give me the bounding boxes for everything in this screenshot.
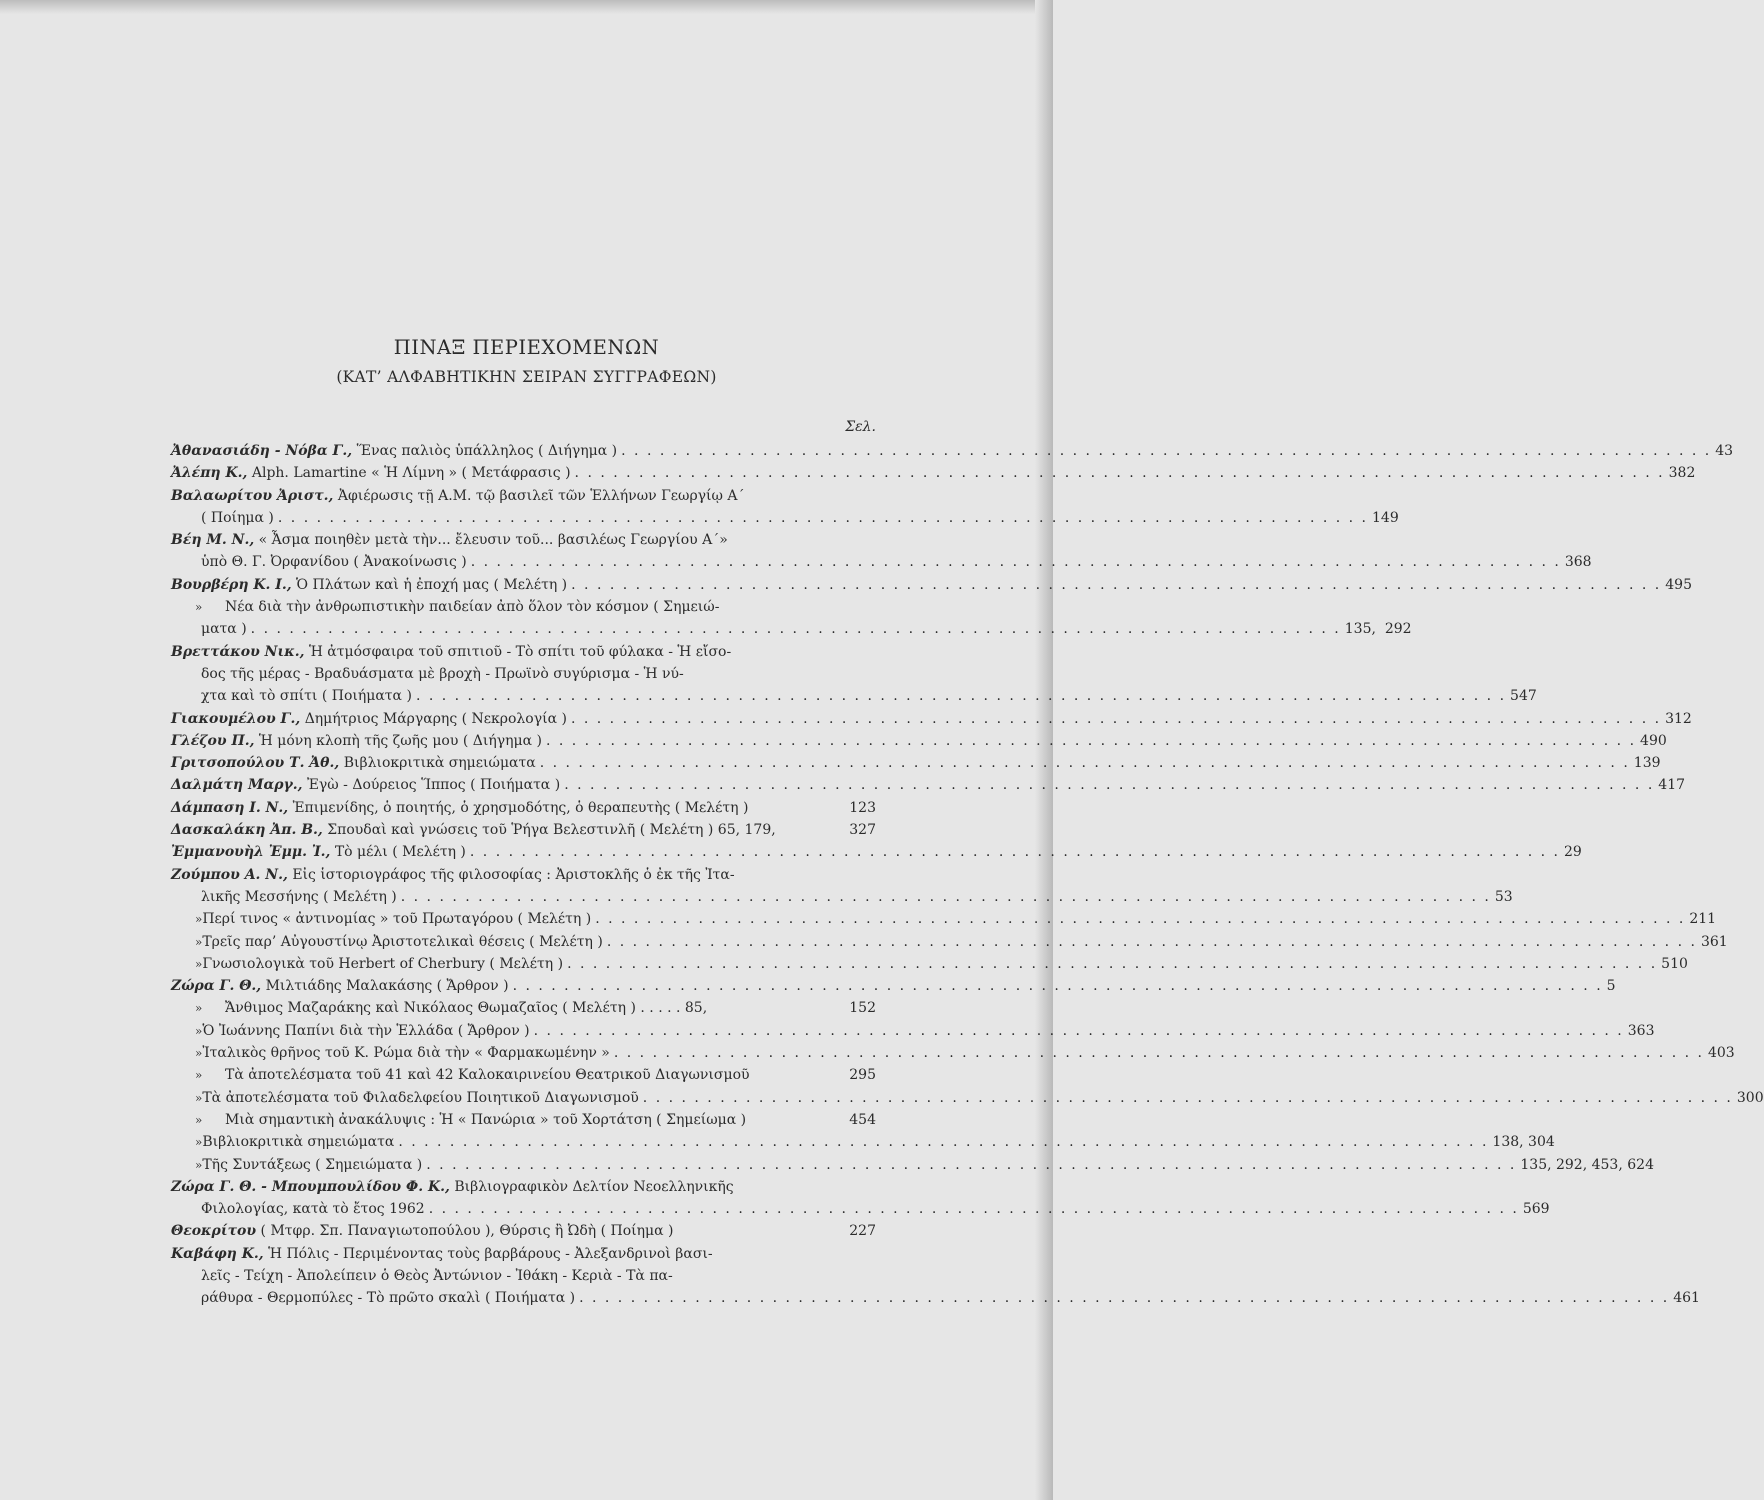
dot-leader (470, 841, 1560, 863)
toc-entry (171, 1220, 876, 1242)
toc-line (171, 529, 876, 551)
entry-page: 363 (1627, 1022, 1655, 1039)
toc-line (171, 1064, 876, 1086)
toc-entry (171, 462, 1696, 484)
dot-leader (398, 1131, 1488, 1153)
entry-author: Βαλαωρίτου Ἀριστ., (171, 487, 334, 504)
entry-page: 327 (849, 822, 876, 839)
entry-page: 292 (1384, 621, 1412, 638)
toc-entry (171, 1087, 1764, 1109)
entry-title-cont: ματα ) (201, 621, 247, 638)
ditto-mark: » (195, 1068, 203, 1083)
toc-entry (171, 819, 876, 841)
entry-author: Ἐμμανουὴλ Ἐμμ. Ἰ., (171, 844, 331, 861)
entry-title: Ἡ ἀτμόσφαιρα τοῦ σπιτιοῦ - Τὸ σπίτι τοῦ φύλακα - Ἡ εἴσο- (308, 643, 732, 660)
toc-entry (171, 708, 1692, 730)
toc-entry (171, 975, 1616, 997)
dot-leader (416, 685, 1506, 707)
toc-line (171, 1087, 1764, 1109)
toc-line (171, 485, 876, 507)
entry-title: Ἀφιέρωσις τῇ Α.Μ. τῷ βασιλεῖ τῶν Ἑλλήνων Γεωργίῳ Α΄ (337, 487, 745, 504)
page-prefix: 138, (1492, 1134, 1529, 1151)
entry-title-cont: χτα καὶ τὸ σπίτι ( Ποιήματα ) (201, 688, 412, 705)
toc-line (171, 886, 1513, 908)
entry-page: 123 (849, 799, 876, 816)
toc-line (171, 819, 876, 841)
entry-title: Τρεῖς παρ’ Αὐγουστίνῳ Ἀριστοτελικαὶ θέσεις ( Μελέτη ) (202, 933, 603, 950)
entry-author: Ζώρα Γ. Θ. - Μπουμπουλίδου Φ. Κ., (171, 1178, 450, 1195)
entry-title: Ἐγὼ - Δούρειος Ἵππος ( Ποιήματα ) (306, 777, 561, 794)
toc-entry (171, 1154, 1654, 1176)
entry-title: Τῆς Συντάξεως ( Σημειώματα ) (202, 1156, 423, 1173)
entry-author: Γιακουμέλου Γ., (171, 710, 301, 727)
entry-page: 53 (1494, 888, 1513, 905)
entry-title: Βιβλιογραφικὸν Δελτίον Νεοελληνικῆς (454, 1178, 734, 1195)
toc-entry (171, 1176, 1550, 1221)
toc-line (171, 752, 1661, 774)
ditto-mark: » (195, 934, 203, 949)
page-prefix: 135, (1344, 621, 1385, 638)
toc-line (171, 440, 1734, 462)
toc-line (171, 997, 876, 1019)
entry-page: 29 (1564, 844, 1582, 861)
toc-entry (171, 953, 1688, 975)
dot-leader (614, 1042, 1704, 1064)
entry-page: 152 (849, 1000, 876, 1017)
toc-entry (171, 485, 1399, 530)
dot-leader (540, 752, 1630, 774)
dot-leader (571, 708, 1661, 730)
dot-leader (546, 730, 1636, 752)
toc-line (171, 641, 876, 663)
page-title: ΠΙΝΑΞ ΠΕΡΙΕΧΟΜΕΝΩΝ (393, 336, 660, 359)
entry-title: ( Μτφρ. Σπ. Παναγιωτοπούλου ), Θύρσις ἢ Ὠδὴ ( Ποίημα ) (260, 1223, 674, 1240)
ditto-mark: » (195, 1157, 203, 1172)
toc-line (171, 774, 1686, 796)
entry-author: Ἀθανασιάδη - Νόβα Γ., (171, 443, 353, 459)
entry-title: Ἡ Πόλις - Περιμένοντας τοὺς βαρβάρους - Ἀλεξανδρινοὶ βασι- (268, 1245, 713, 1262)
toc-line (171, 1131, 1555, 1153)
dot-leader (401, 886, 1491, 908)
entry-title: Μιλτιάδης Μαλακάσης ( Ἄρθρον ) (265, 978, 509, 995)
entry-title: Ὁ Ἰωάννης Παπίνι διὰ τὴν Ἑλλάδα ( Ἄρθρον ) (202, 1022, 530, 1039)
entry-author: Ἀλέπη Κ., (171, 465, 248, 482)
ditto-mark: » (195, 1001, 203, 1016)
toc-entry (171, 752, 1661, 774)
entry-title-cont: Φιλολογίας, κατὰ τὸ ἔτος 1962 (201, 1201, 425, 1218)
entry-title: Βιβλιοκριτικὰ σημειώματα (343, 755, 536, 772)
dot-leader (571, 574, 1661, 596)
ditto-mark: » (195, 1023, 203, 1038)
entry-author: Βουρβέρη Κ. Ι., (171, 576, 292, 593)
entry-title-cont: ( Ποίημα ) (201, 509, 274, 526)
entry-title: Εἰς ἱστοριογράφος τῆς φιλοσοφίας : Ἀριστοκλῆς ὁ ἐκ τῆς Ἰτα- (292, 866, 735, 883)
entry-title: « Ἆσμα ποιηθὲν μετὰ τὴν... ἔλευσιν τοῦ... βασιλέως Γεωργίου Α΄» (258, 532, 728, 549)
entry-title: Alph. Lamartine « Ἡ Λίμνη » ( Μετάφρασις ) (251, 465, 571, 482)
entry-author: Ζώρα Γ. Θ., (171, 978, 262, 995)
entry-page: 304 (1528, 1134, 1555, 1151)
ditto-mark: » (195, 956, 203, 971)
entry-page: 624 (1627, 1156, 1654, 1173)
entry-title-cont: λικῆς Μεσσήνης ( Μελέτη ) (201, 888, 397, 905)
entry-title-cont: λεῖς - Τείχη - Ἀπολείπειν ὁ Θεὸς Ἀντώνιον - Ἰθάκη - Κεριὰ - Τὰ πα- (201, 1267, 673, 1284)
entry-title: Γνωσιολογικὰ τοῦ Herbert of Cherbury ( Μελέτη ) (202, 955, 564, 972)
entry-title-cont: ράθυρα - Θερμοπύλες - Τὸ πρῶτο σκαλὶ ( Ποιήματα ) (201, 1290, 576, 1307)
entry-page: 361 (1700, 933, 1728, 950)
entry-title: Ἰταλικὸς θρῆνος τοῦ Κ. Ρώμα διὰ τὴν « Φαρμακωμένην » (202, 1045, 610, 1062)
entry-page: 43 (1715, 443, 1734, 459)
toc-entry (171, 730, 1667, 752)
toc-line (171, 1243, 876, 1265)
toc-line (171, 462, 1696, 484)
table-of-contents (171, 440, 1764, 1310)
ditto-mark: » (195, 1135, 203, 1150)
dot-leader (595, 908, 1685, 930)
entry-page: 495 (1665, 576, 1692, 593)
dot-leader (278, 507, 1368, 529)
entry-title: Ἐπιμενίδης, ὁ ποιητής, ὁ χρησμοδότης, ὁ θεραπευτὴς ( Μελέτη ) (292, 799, 749, 816)
entry-page: 295 (849, 1067, 876, 1084)
entry-page: 382 (1668, 465, 1696, 482)
entry-page: 149 (1372, 509, 1399, 526)
toc-line (171, 953, 1688, 975)
page-subtitle: (ΚΑΤ’ ΑΛΦΑΒΗΤΙΚΗΝ ΣΕΙΡΑΝ ΣΥΓΓΡΑΦΕΩΝ) (336, 368, 717, 386)
entry-page: 211 (1689, 911, 1717, 928)
toc-entry (171, 1131, 1555, 1153)
entry-page: 139 (1633, 755, 1661, 772)
scan-shadow-top (0, 0, 1053, 14)
toc-line (171, 551, 1592, 573)
entry-title: Σπουδαὶ καὶ γνώσεις τοῦ Ῥήγα Βελεστινλῆ ( Μελέτη ) 65, 179, (327, 822, 776, 839)
entry-title: Περί τινος « ἀντινομίας » τοῦ Πρωταγόρου ( Μελέτη ) (202, 911, 592, 928)
entry-page: 461 (1673, 1290, 1700, 1307)
toc-entry (171, 1020, 1655, 1042)
entry-title: Τὰ ἀποτελέσματα τοῦ 41 καὶ 42 Καλοκαιρινείου Θεατρικοῦ Διαγωνισμοῦ (225, 1067, 750, 1084)
entry-author: Δασκαλάκη Ἀπ. Β., (171, 822, 323, 839)
toc-entry (171, 1109, 876, 1131)
entry-page: 510 (1661, 955, 1688, 972)
entry-page: 300 (1736, 1089, 1764, 1106)
dot-leader (429, 1198, 1519, 1220)
entry-author: Γλέζου Π., (171, 732, 255, 749)
dot-leader (513, 975, 1603, 997)
toc-line (171, 1176, 876, 1198)
ditto-mark: » (195, 1112, 203, 1127)
toc-line (171, 574, 1692, 596)
entry-author: Δάμπαση Ι. Ν., (171, 799, 289, 816)
toc-line (171, 596, 876, 618)
dot-leader (567, 953, 1657, 975)
entry-author: Δαλμάτη Μαργ., (171, 777, 303, 794)
entry-author: Θεοκρίτου (171, 1223, 257, 1240)
toc-line (171, 1109, 876, 1131)
entry-page: 368 (1564, 554, 1592, 571)
toc-line (171, 1020, 1655, 1042)
entry-page: 227 (849, 1223, 876, 1240)
page-column-header: Σελ. (845, 419, 876, 435)
entry-title: Δημήτριος Μάργαρης ( Νεκρολογία ) (304, 710, 567, 727)
ditto-mark: » (195, 1046, 203, 1061)
toc-entry (171, 864, 1513, 909)
entry-title: Βιβλιοκριτικὰ σημειώματα (202, 1134, 395, 1151)
toc-entry (171, 574, 1692, 596)
toc-line (171, 1287, 1700, 1309)
dot-leader (534, 1020, 1624, 1042)
entry-title: Ὁ Πλάτων καὶ ἡ ἐποχή μας ( Μελέτη ) (296, 576, 568, 593)
toc-line (171, 618, 1412, 640)
toc-line (171, 663, 876, 685)
entry-author: Ζούμπου Α. Ν., (171, 866, 288, 883)
entry-title: Νέα διὰ τὴν ἀνθρωπιστικὴν παιδείαν ἀπὸ ὅλον τὸν κόσμον ( Σημειώ- (225, 599, 720, 616)
toc-line (171, 708, 1692, 730)
toc-line (171, 797, 876, 819)
entry-page: 312 (1665, 710, 1692, 727)
entry-title: Ἡ μόνη κλοπὴ τῆς ζωῆς μου ( Διήγημα ) (258, 732, 542, 749)
toc-line (171, 1220, 876, 1242)
dot-leader (643, 1087, 1733, 1109)
toc-entry (171, 641, 1537, 708)
toc-entry (171, 908, 1717, 930)
toc-line (171, 864, 876, 886)
dot-leader (426, 1154, 1516, 1176)
entry-page: 454 (849, 1111, 876, 1128)
entry-page: 403 (1707, 1045, 1735, 1062)
toc-entry (171, 1243, 1700, 1310)
toc-line (171, 1154, 1654, 1176)
entry-page: 569 (1522, 1201, 1550, 1218)
toc-line (171, 841, 1582, 863)
entry-title: Ἕνας παλιὸς ὑπάλληλος ( Διήγημα ) (356, 443, 618, 459)
toc-line (171, 931, 1728, 953)
toc-entry (171, 797, 876, 819)
toc-entry (171, 841, 1582, 863)
entry-author: Βρεττάκου Νικ., (171, 643, 305, 660)
toc-entry (171, 1042, 1735, 1064)
toc-entry (171, 997, 876, 1019)
entry-page: 547 (1510, 688, 1537, 705)
ditto-mark: » (195, 600, 203, 615)
entry-author: Βέη Μ. Ν., (171, 532, 255, 549)
dot-leader (621, 440, 1711, 462)
dot-leader (471, 551, 1561, 573)
dot-leader (607, 931, 1697, 953)
toc-entry (171, 931, 1728, 953)
toc-line (171, 1198, 1550, 1220)
toc-line (171, 1042, 1735, 1064)
toc-entry (171, 596, 1412, 641)
entry-title: Ἄνθιμος Μαζαράκης καὶ Νικόλαος Θωμαζαῖος ( Μελέτη ) . . . . . 85, (225, 1000, 708, 1017)
toc-line (171, 1265, 876, 1287)
entry-page: 417 (1658, 777, 1686, 794)
entry-title-cont: ὑπὸ Θ. Γ. Ὀρφανίδου ( Ἀνακοίνωσις ) (201, 554, 467, 571)
dot-leader (251, 618, 1341, 640)
dot-leader (579, 1287, 1669, 1309)
page-prefix: 135, 292, 453, (1520, 1156, 1628, 1173)
entry-author: Γριτσοπούλου Τ. Ἀθ., (171, 755, 340, 772)
dot-leader (575, 462, 1665, 484)
entry-author: Καβάφη Κ., (171, 1245, 264, 1262)
dot-leader (564, 774, 1654, 796)
toc-line (171, 975, 1616, 997)
entry-title: Τὸ μέλι ( Μελέτη ) (334, 844, 466, 861)
toc-entry (171, 440, 1734, 462)
toc-line (171, 730, 1667, 752)
entry-page: 490 (1640, 732, 1667, 749)
toc-line (171, 685, 1537, 707)
entry-title: Τὰ ἀποτελέσματα τοῦ Φιλαδελφείου Ποιητικοῦ Διαγωνισμοῦ (202, 1089, 639, 1106)
toc-line (171, 908, 1717, 930)
entry-title: Μιὰ σημαντικὴ ἀνακάλυψις : Ἡ « Πανώρια » τοῦ Χορτάτση ( Σημείωμα ) (225, 1111, 747, 1128)
entry-page: 5 (1606, 978, 1616, 995)
toc-entry (171, 1064, 876, 1086)
ditto-mark: » (195, 912, 203, 927)
toc-line (171, 507, 1399, 529)
ditto-mark: » (195, 1090, 203, 1105)
toc-entry (171, 774, 1686, 796)
toc-entry (171, 529, 1592, 574)
entry-title-cont: δος τῆς μέρας - Βραδυάσματα μὲ βροχὴ - Πρωϊνὸ συγύρισμα - Ἡ νύ- (201, 665, 684, 682)
